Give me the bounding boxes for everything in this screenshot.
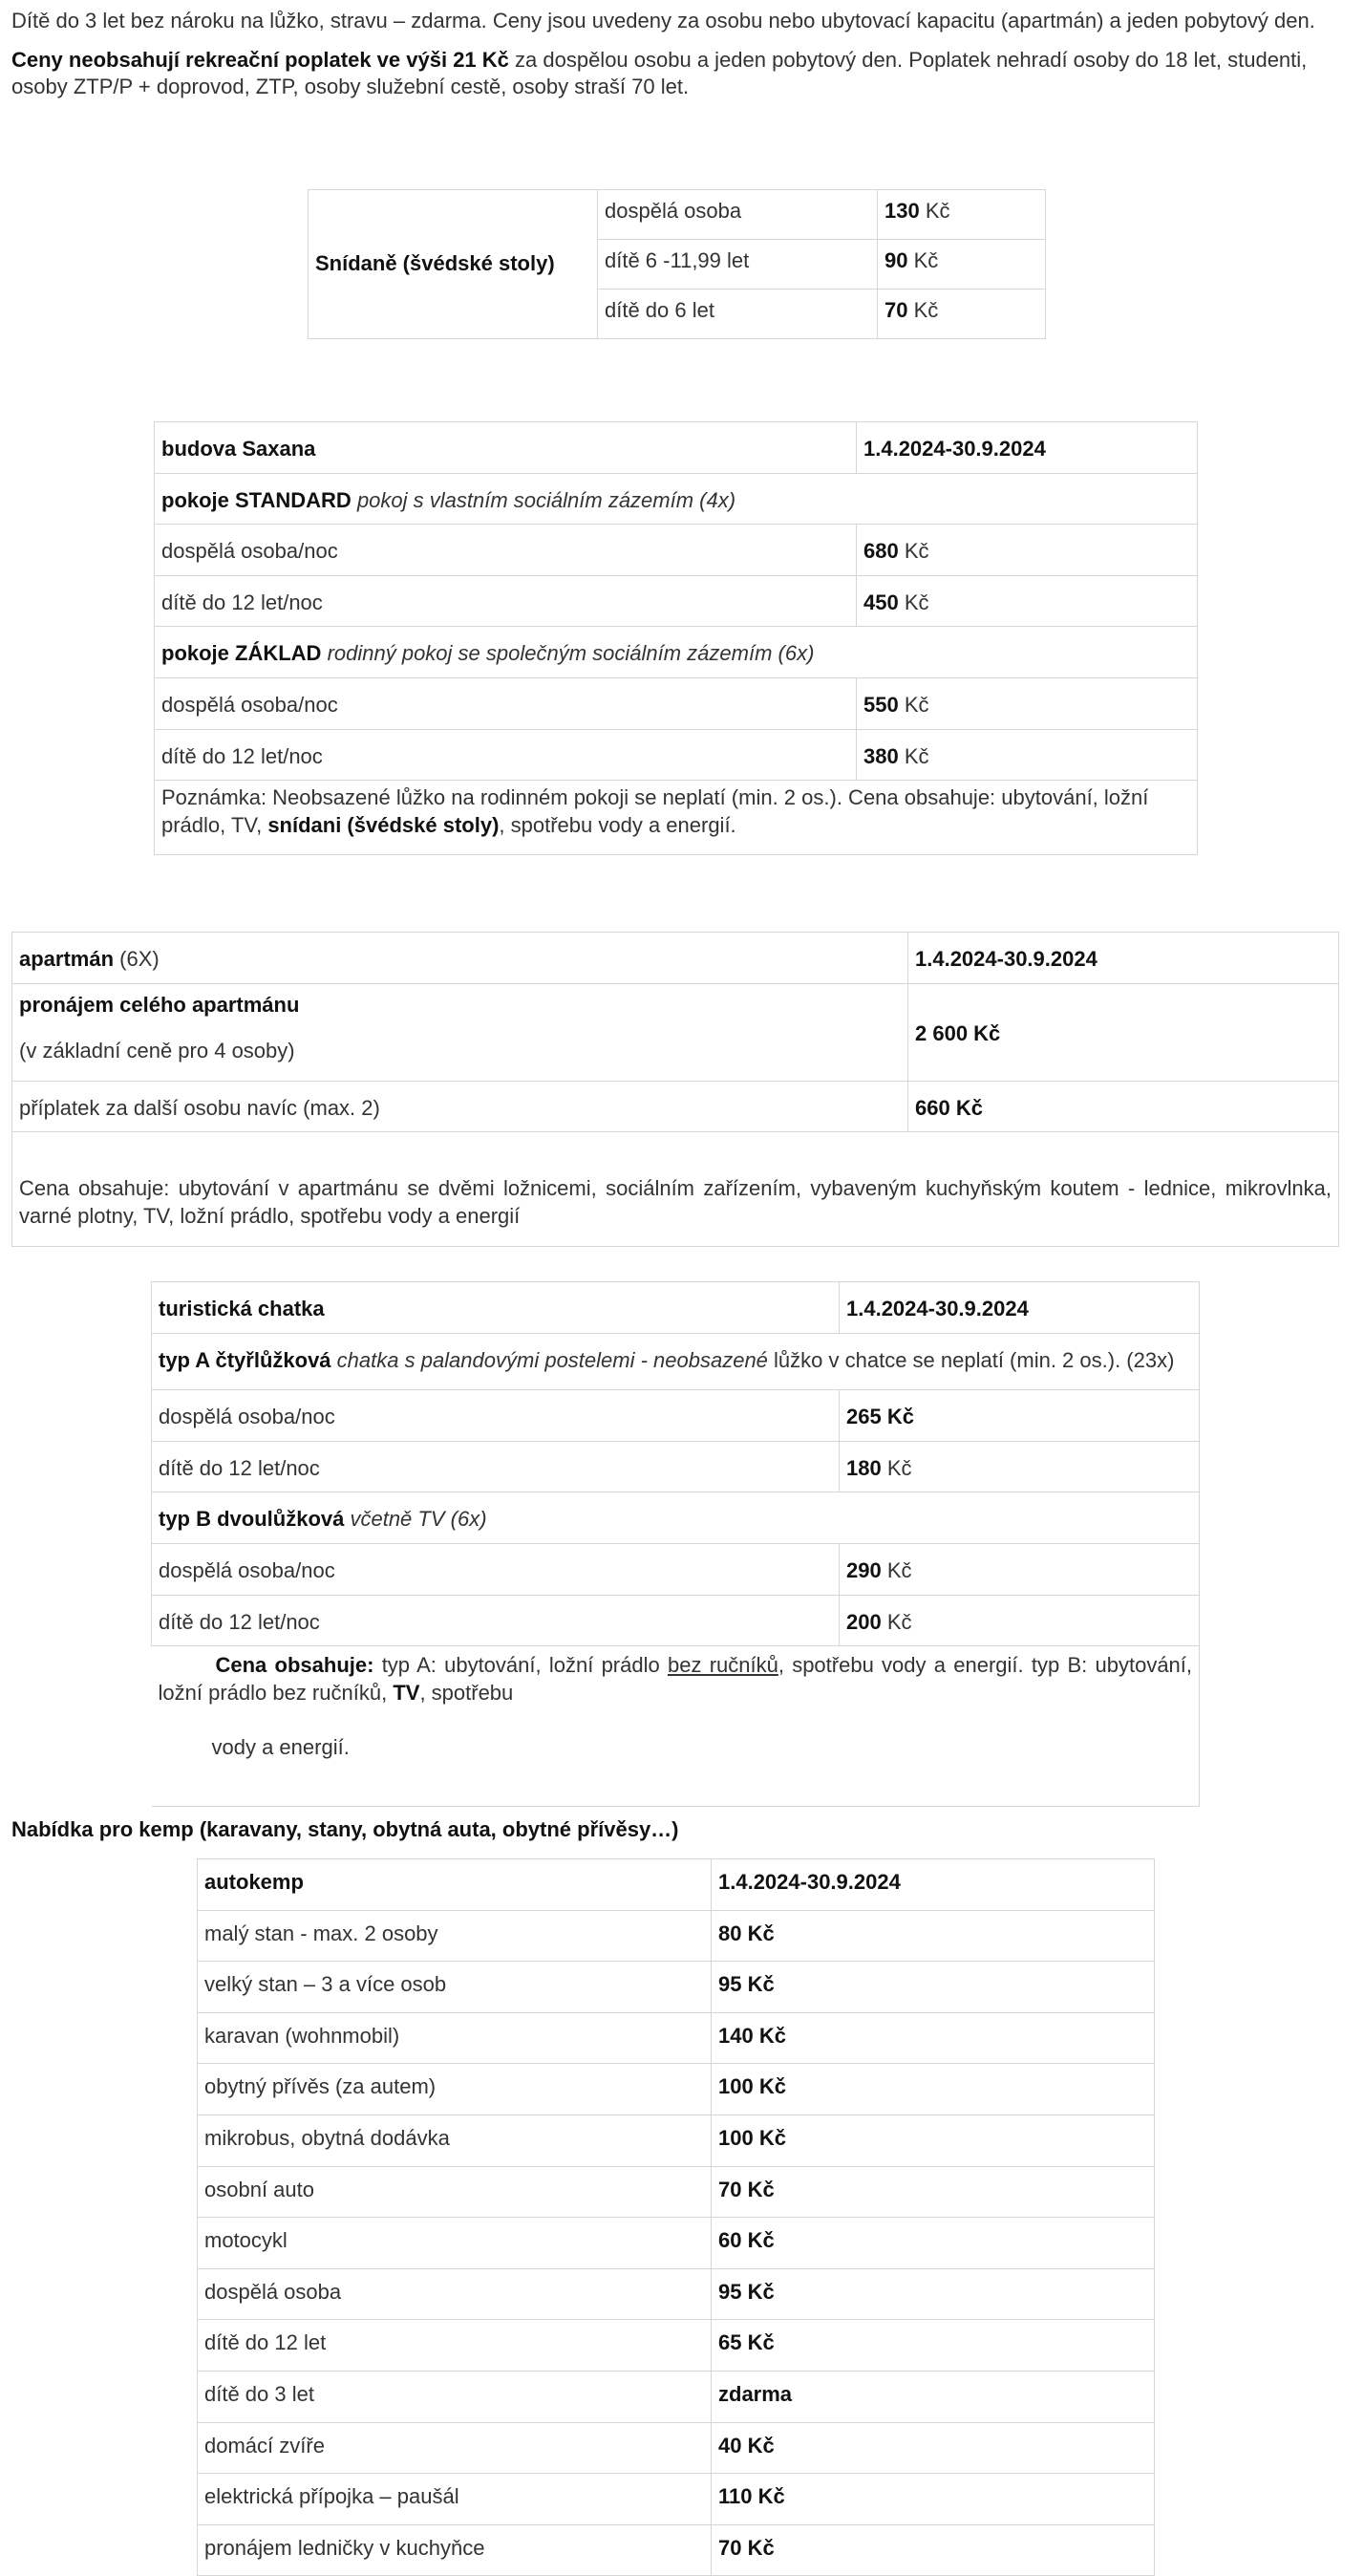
camp-price: 100 Kč [712, 2064, 1155, 2115]
cabin-typeB-price-1 [840, 1543, 1200, 1595]
standard-who-2: dítě do 12 let/noc [155, 575, 857, 627]
camp-price: 140 Kč [712, 2012, 1155, 2064]
table-row [198, 2268, 1155, 2320]
camp-period: 1.4.2024-30.9.2024 [712, 1859, 1155, 1911]
camp-item: velký stan – 3 a více osob [198, 1962, 712, 2013]
intro-paragraph: Dítě do 3 let bez nároku na lůžko, stravu – zdarma. Ceny jsou uvedeny za osobu nebo ubytovací kapacitu (apartmán) a jeden pobytový den. [11, 9, 1315, 32]
table-row [198, 1910, 1155, 1962]
saxana-note [155, 781, 1198, 855]
standard-header [155, 473, 1198, 525]
standard-price-2-value: 450 [863, 590, 899, 614]
table-row [198, 2218, 1155, 2269]
cabin-title: turistická chatka [152, 1282, 840, 1334]
zaklad-bold: pokoje ZÁKLAD [161, 641, 322, 666]
standard-price-1-unit: Kč [898, 539, 929, 564]
camp-item: malý stan - max. 2 osoby [198, 1910, 712, 1962]
apartment-rental [12, 983, 908, 1081]
zaklad-who-1: dospělá osoba/noc [155, 677, 857, 729]
table-row [198, 2320, 1155, 2372]
cabin-note [152, 1646, 1200, 1806]
breakfast-label: Snídaně (švédské stoly) [309, 190, 598, 339]
camp-title: autokemp [198, 1859, 712, 1911]
cabin-typeB-desc: včetně TV (6x) [344, 1507, 487, 1532]
zaklad-price-1 [857, 677, 1198, 729]
table-row [198, 2166, 1155, 2218]
saxana-table [154, 421, 1198, 855]
fee-bold: Ceny neobsahují rekreační poplatek ve výši 21 Kč [11, 47, 509, 72]
breakfast-price-1 [878, 190, 1046, 240]
camp-item: dítě do 12 let [198, 2320, 712, 2372]
camp-item: osobní auto [198, 2166, 712, 2218]
table-row [198, 2422, 1155, 2474]
table-row [198, 1962, 1155, 2013]
breakfast-who-1: dospělá osoba [598, 190, 878, 240]
apartment-period: 1.4.2024-30.9.2024 [908, 933, 1339, 984]
cabin-typeB-header [152, 1492, 1200, 1544]
table-row [198, 2114, 1155, 2166]
cabin-typeB-price-2-value: 200 [846, 1609, 882, 1634]
camp-heading: Nabídka pro kemp (karavany, stany, obytná auta, obytné přívěsy…) [11, 1817, 679, 1841]
breakfast-price-2-unit: Kč [907, 248, 939, 272]
standard-price-2 [857, 575, 1198, 627]
zaklad-price-2-value: 380 [863, 743, 899, 768]
cabin-typeA-rest: lůžko v chatce se neplatí (min. 2 os.). (23x) [767, 1347, 1175, 1372]
cabin-typeB-bold: typ B dvoulůžková [159, 1507, 345, 1532]
zaklad-price-1-unit: Kč [898, 692, 929, 717]
table-row [198, 2064, 1155, 2115]
apartment-title-bold: apartmán [19, 947, 115, 971]
camp-price: 60 Kč [712, 2218, 1155, 2269]
breakfast-price-1-value: 130 [884, 199, 920, 223]
table-row [198, 2012, 1155, 2064]
cabin-typeA-who-2: dítě do 12 let/noc [152, 1441, 840, 1492]
table-row [198, 2371, 1155, 2422]
zaklad-header [155, 627, 1198, 678]
cabin-note-indent [159, 1653, 374, 1677]
camp-item: dítě do 3 let [198, 2371, 712, 2422]
cabin-typeA-bold: typ A čtyřlůžková [159, 1347, 331, 1372]
saxana-note-c: , spotřebu vody a energií. [499, 812, 736, 837]
standard-price-1-value: 680 [863, 539, 899, 564]
camp-item: karavan (wohnmobil) [198, 2012, 712, 2064]
breakfast-price-1-unit: Kč [919, 199, 950, 223]
zaklad-desc: rodinný pokoj se společným sociálním zázemím (6x) [321, 641, 815, 666]
cabin-typeA-price-2-value: 180 [846, 1455, 882, 1480]
fee-text: za dospělou osobu a jeden pobytový den. Poplatek nehradí osoby do 18 let, studenti, osoby ZTP/P + doprovod, ZTP, osoby služební cestě, osoby straší 70 let. [11, 47, 1308, 99]
saxana-title: budova Saxana [155, 422, 857, 474]
camp-item: elektrická přípojka – paušál [198, 2474, 712, 2525]
breakfast-price-2-value: 90 [884, 248, 908, 272]
breakfast-price-3-value: 70 [884, 298, 908, 322]
cabin-typeA-header [152, 1333, 1200, 1390]
zaklad-price-2 [857, 729, 1198, 781]
breakfast-who-3: dítě do 6 let [598, 290, 878, 339]
saxana-period: 1.4.2024-30.9.2024 [857, 422, 1198, 474]
cabin-table [151, 1281, 1200, 1807]
table-row [198, 2474, 1155, 2525]
cabin-period: 1.4.2024-30.9.2024 [840, 1282, 1200, 1334]
breakfast-price-3 [878, 290, 1046, 339]
apartment-rental-bold: pronájem celého apartmánu [19, 992, 300, 1017]
apartment-rental-sub: (v základní ceně pro 4 osoby) [19, 1039, 295, 1063]
camp-table [197, 1858, 1155, 2576]
cabin-typeB-price-1-value: 290 [846, 1557, 882, 1582]
camp-item: obytný přívěs (za autem) [198, 2064, 712, 2115]
apartment-title [12, 933, 908, 984]
camp-item: mikrobus, obytná dodávka [198, 2114, 712, 2166]
cabin-typeB-price-2-unit: Kč [881, 1609, 912, 1634]
cabin-typeA-price-2 [840, 1441, 1200, 1492]
saxana-note-b: snídani (švédské stoly) [267, 812, 500, 837]
cabin-typeB-price-2 [840, 1595, 1200, 1646]
cabin-typeA-price-2-unit: Kč [881, 1455, 912, 1480]
camp-price: 40 Kč [712, 2422, 1155, 2474]
cabin-typeB-who-2: dítě do 12 let/noc [152, 1595, 840, 1646]
camp-item: motocykl [198, 2218, 712, 2269]
saxana-note-a: Poznámka: Neobsazené lůžko na rodinném pokoji se neplatí (min. 2 os.). Cena obsahuje: ubytování, ložní prádlo, TV, [161, 785, 1149, 837]
camp-item: dospělá osoba [198, 2268, 712, 2320]
standard-desc: pokoj s vlastním sociálním zázemím (4x) [351, 487, 736, 512]
standard-bold: pokoje STANDARD [161, 487, 352, 512]
camp-price: 95 Kč [712, 2268, 1155, 2320]
cabin-note-bold: Cena obsahuje: [215, 1653, 374, 1678]
apartment-extra-price: 660 Kč [908, 1081, 1339, 1132]
camp-price: 95 Kč [712, 1962, 1155, 2013]
apartment-rental-price: 2 600 Kč [908, 983, 1339, 1081]
zaklad-who-2: dítě do 12 let/noc [155, 729, 857, 781]
camp-price: 80 Kč [712, 1910, 1155, 1962]
zaklad-price-2-unit: Kč [898, 743, 929, 768]
apartment-table [11, 932, 1339, 1247]
camp-item: domácí zvíře [198, 2422, 712, 2474]
cabin-note-d: vody a energií. [211, 1734, 350, 1759]
cabin-note-c: , spotřebu [419, 1680, 514, 1705]
apartment-extra: příplatek za další osobu navíc (max. 2) [12, 1081, 908, 1132]
table-row [198, 2524, 1155, 2576]
standard-price-2-unit: Kč [898, 590, 929, 614]
cabin-typeB-who-1: dospělá osoba/noc [152, 1543, 840, 1595]
camp-price: 100 Kč [712, 2114, 1155, 2166]
apartment-note: Cena obsahuje: ubytování v apartmánu se dvěmi ložnicemi, sociálním zařízením, vybaveným kuchyňským koutem - lednice, mikrovlnka, varné plotny, TV, ložní prádlo, spotřebu vody a energií [12, 1132, 1339, 1246]
breakfast-who-2: dítě 6 -11,99 let [598, 240, 878, 290]
camp-item: pronájem ledničky v kuchyňce [198, 2524, 712, 2576]
cabin-note-underlined: bez ručníků [667, 1653, 778, 1678]
cabin-typeA-desc: chatka s palandovými postelemi - neobsazené [330, 1347, 768, 1372]
cabin-typeB-price-1-unit: Kč [881, 1557, 912, 1582]
cabin-note-a: typ A: ubytování, ložní prádlo [373, 1653, 668, 1678]
breakfast-price-2 [878, 240, 1046, 290]
cabin-typeA-who-1: dospělá osoba/noc [152, 1390, 840, 1442]
cabin-typeA-price-1-value: 265 Kč [846, 1405, 914, 1429]
standard-who-1: dospělá osoba/noc [155, 525, 857, 576]
cabin-typeA-price-1 [840, 1390, 1200, 1442]
camp-price: 65 Kč [712, 2320, 1155, 2372]
camp-price: 70 Kč [712, 2166, 1155, 2218]
apartment-title-rest: (6X) [114, 947, 160, 971]
camp-price: 70 Kč [712, 2524, 1155, 2576]
fee-paragraph [11, 47, 1353, 101]
breakfast-table [308, 189, 1046, 339]
camp-price: 110 Kč [712, 2474, 1155, 2525]
camp-price: zdarma [712, 2371, 1155, 2422]
cabin-note-b: , spotřebu vody a energií. typ B: ubytování, ložní prádlo bez ručníků, [158, 1653, 1193, 1705]
breakfast-price-3-unit: Kč [907, 298, 939, 322]
zaklad-price-1-value: 550 [863, 692, 899, 717]
standard-price-1 [857, 525, 1198, 576]
cabin-note-tv: TV [393, 1680, 420, 1705]
